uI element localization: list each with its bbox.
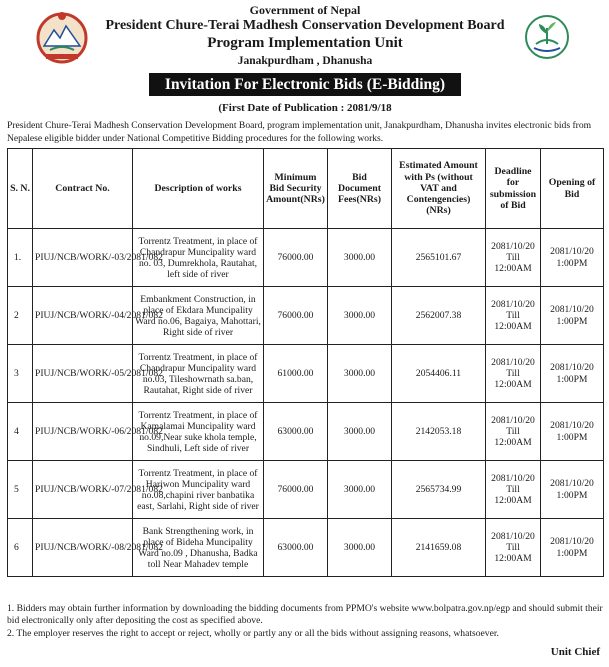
nepal-emblem-icon [32, 6, 92, 66]
header-deadline: Deadline for submission of Bid [486, 149, 541, 229]
row-estimate: 2565734.99 [392, 461, 486, 519]
row-sn: 1. [8, 229, 33, 287]
row-fee: 3000.00 [328, 403, 392, 461]
row-sn: 2 [8, 287, 33, 345]
row-security: 76000.00 [264, 461, 328, 519]
row-contract: PIUJ/NCB/WORK/-06/2081/082 [33, 403, 133, 461]
row-contract: PIUJ/NCB/WORK/-08/2081/082 [33, 519, 133, 577]
intro-paragraph: President Chure-Terai Madhesh Conservation Development Board, program implementation unit, Janakpurdham, Dhanusha invites electronic bids from Nepalese eligible bidder under National Competitive Bidding procedures for the following works. [7, 120, 592, 144]
notes-section [7, 603, 603, 640]
row-description: Torrentz Treatment, in place of Hariwon Muncipality ward no.08,chapini river banbatika east, Sarlahi, Right side of river [133, 461, 264, 519]
note-item: 1. Bidders may obtain further information by downloading the bidding documents from PPMO's website www.bolpatra.gov.np/egp and should submit their bid electronically only after depositing the cost as specified above. [7, 603, 603, 627]
row-estimate: 2141659.08 [392, 519, 486, 577]
table-header-row [8, 149, 604, 229]
publication-date: (First Date of Publication : 2081/9/18 [218, 102, 392, 114]
row-fee: 3000.00 [328, 287, 392, 345]
table-row [8, 461, 604, 519]
row-opening: 2081/10/20 1:00PM [541, 519, 604, 577]
row-fee: 3000.00 [328, 229, 392, 287]
board-heading: President Chure-Terai Madhesh Conservation Development Board [105, 18, 505, 33]
row-deadline: 2081/10/20 Till 12:00AM [486, 519, 541, 577]
conservation-board-logo-icon [524, 14, 570, 60]
header-contract: Contract No. [33, 149, 133, 229]
row-deadline: 2081/10/20 Till 12:00AM [486, 461, 541, 519]
row-fee: 3000.00 [328, 519, 392, 577]
row-security: 63000.00 [264, 403, 328, 461]
signatory-title: Unit Chief [550, 646, 600, 658]
row-fee: 3000.00 [328, 345, 392, 403]
note-item: 2. The employer reserves the right to accept or reject, wholly or partly any or all the bids without assigning reasons, whatsoever. [7, 627, 499, 639]
row-sn: 3 [8, 345, 33, 403]
row-deadline: 2081/10/20 Till 12:00AM [486, 287, 541, 345]
row-sn: 4 [8, 403, 33, 461]
table-row [8, 403, 604, 461]
table-row [8, 519, 604, 577]
government-heading: Government of Nepal [249, 3, 361, 17]
header-opening: Opening of Bid [541, 149, 604, 229]
unit-heading: Program Implementation Unit [207, 35, 403, 51]
row-contract: PIUJ/NCB/WORK/-05/2081/082 [33, 345, 133, 403]
row-estimate: 2565101.67 [392, 229, 486, 287]
row-contract: PIUJ/NCB/WORK/-04/2081/082 [33, 287, 133, 345]
row-contract: PIUJ/NCB/WORK/-03/2081/082 [33, 229, 133, 287]
row-opening: 2081/10/20 1:00PM [541, 461, 604, 519]
row-sn: 5 [8, 461, 33, 519]
notice-title-banner: Invitation For Electronic Bids (E-Bidding) [149, 73, 461, 96]
table-row [8, 287, 604, 345]
row-opening: 2081/10/20 1:00PM [541, 287, 604, 345]
header-sn: S. N. [8, 149, 33, 229]
row-estimate: 2142053.18 [392, 403, 486, 461]
row-description: Torrentz Treatment, in place of Kamalamai Muncipality ward no.09,Near suke khola temple, Sindhuli, Left side of river [133, 403, 264, 461]
header-estimate: Estimated Amount with Ps (without VAT and Contengencies) (NRs) [392, 149, 486, 229]
location-heading: Janakpurdham , Dhanusha [237, 55, 373, 67]
row-description: Torrentz Treatment, in place of Chandrapur Muncipality ward no.03, Tileshowrnath sa.ban, Rautahat, Right side of river [133, 345, 264, 403]
table-row [8, 229, 604, 287]
header-security: Minimum Bid Security Amount(NRs) [264, 149, 328, 229]
row-deadline: 2081/10/20 Till 12:00AM [486, 403, 541, 461]
row-estimate: 2054406.11 [392, 345, 486, 403]
row-sn: 6 [8, 519, 33, 577]
row-deadline: 2081/10/20 Till 12:00AM [486, 345, 541, 403]
row-opening: 2081/10/20 1:00PM [541, 403, 604, 461]
bids-table [7, 148, 604, 577]
row-opening: 2081/10/20 1:00PM [541, 345, 604, 403]
row-description: Torrentz Treatment, in place of Chandrapur Muncipality ward no. 03, Dumrekhola, Rautahat, left side of river [133, 229, 264, 287]
row-description: Embankment Construction, in place of Ekdara Muncipality Ward no.06, Bagaiya, Mahottari, Right side of river [133, 287, 264, 345]
row-security: 76000.00 [264, 287, 328, 345]
header-fee: Bid Document Fees(NRs) [328, 149, 392, 229]
row-deadline: 2081/10/20 Till 12:00AM [486, 229, 541, 287]
table-row [8, 345, 604, 403]
row-contract: PIUJ/NCB/WORK/-07/2081/082 [33, 461, 133, 519]
row-opening: 2081/10/20 1:00PM [541, 229, 604, 287]
row-security: 76000.00 [264, 229, 328, 287]
row-security: 61000.00 [264, 345, 328, 403]
row-description: Bank Strengthening work, in place of Bideha Muncipality Ward no.09 , Dhanusha, Badka toll Near Mahadev temple [133, 519, 264, 577]
row-fee: 3000.00 [328, 461, 392, 519]
row-estimate: 2562007.38 [392, 287, 486, 345]
header-description: Description of works [133, 149, 264, 229]
row-security: 63000.00 [264, 519, 328, 577]
